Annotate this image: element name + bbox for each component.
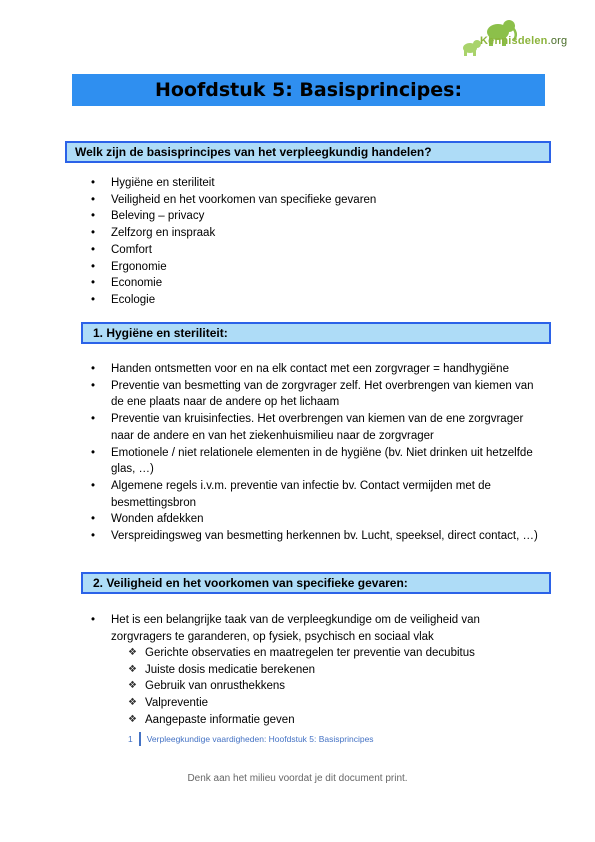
list-item: • Hygiëne en steriliteit [91,175,541,192]
sub-list-item: ❖ Juiste dosis medicatie berekenen [128,662,538,679]
page-number: 1 [128,734,133,744]
footer-divider [139,732,141,746]
veiligheid-list [91,612,541,645]
list-item: • Verspreidingsweg van besmetting herkennen bv. Lucht, speeksel, direct contact, …) [91,528,541,545]
list-item: • Wonden afdekken [91,511,541,528]
list-item: • Zelfzorg en inspraak [91,225,541,242]
section-heading-veiligheid [81,572,551,594]
list-item: • Preventie van kruisinfecties. Het overbrengen van kiemen van de ene zorgvrager naar de andere en van het ziekenhuismilieu naar de zorgvrager [91,411,541,444]
sub-list-item: ❖ Aangepaste informatie geven [128,712,538,729]
basisprincipes-list [91,175,541,309]
list-item: • Emotionele / niet relationele elementen in de hygiëne (bv. Niet drinken uit hetzelfde glas, …) [91,445,541,478]
veiligheid-sublist [128,645,538,729]
section-heading-basisprincipes [65,141,551,163]
section-heading-hygiene [81,322,551,344]
logo-name: Kennisdelen [480,35,548,47]
list-item: • Veiligheid en het voorkomen van specifieke gevaren [91,192,541,209]
logo-text [480,35,567,47]
logo-tld: .org [547,35,568,47]
chapter-title-bar [72,74,545,106]
list-item: • Ecologie [91,292,541,309]
section-heading-text: Welk zijn de basisprincipes van het verpleegkundig handelen? [75,145,432,159]
list-item: • Handen ontsmetten voor en na elk contact met een zorgvrager = handhygiëne [91,361,541,378]
list-item: • Preventie van besmetting van de zorgvrager zelf. Het overbrengen van kiemen van de ene plaats naar de andere op het lichaam [91,378,541,411]
list-item: • Economie [91,275,541,292]
list-item: • Comfort [91,242,541,259]
sub-list-item: ❖ Valpreventie [128,695,538,712]
list-item: • Algemene regels i.v.m. preventie van infectie bv. Contact vermijden met de besmettingsbron [91,478,541,511]
section-heading-text: 1. Hygiëne en steriliteit: [93,326,228,340]
list-item: • Beleving – privacy [91,208,541,225]
section-heading-text: 2. Veiligheid en het voorkomen van specifieke gevaren: [93,576,408,590]
list-item: • Het is een belangrijke taak van de verpleegkundige om de veiligheid van zorgvragers te garanderen, op fysiek, psychisch en sociaal vlak [91,612,541,645]
page-footer [128,732,374,746]
environment-note: Denk aan het milieu voordat je dit document print. [187,773,408,784]
sub-list-item: ❖ Gerichte observaties en maatregelen ter preventie van decubitus [128,645,538,662]
sub-list-item: ❖ Gebruik van onrusthekkens [128,678,538,695]
list-item: • Ergonomie [91,259,541,276]
hygiene-list [91,361,541,545]
chapter-title: Hoofdstuk 5: Basisprincipes: [154,79,463,101]
footer-text: Verpleegkundige vaardigheden: Hoofdstuk 5: Basisprincipes [146,734,374,744]
